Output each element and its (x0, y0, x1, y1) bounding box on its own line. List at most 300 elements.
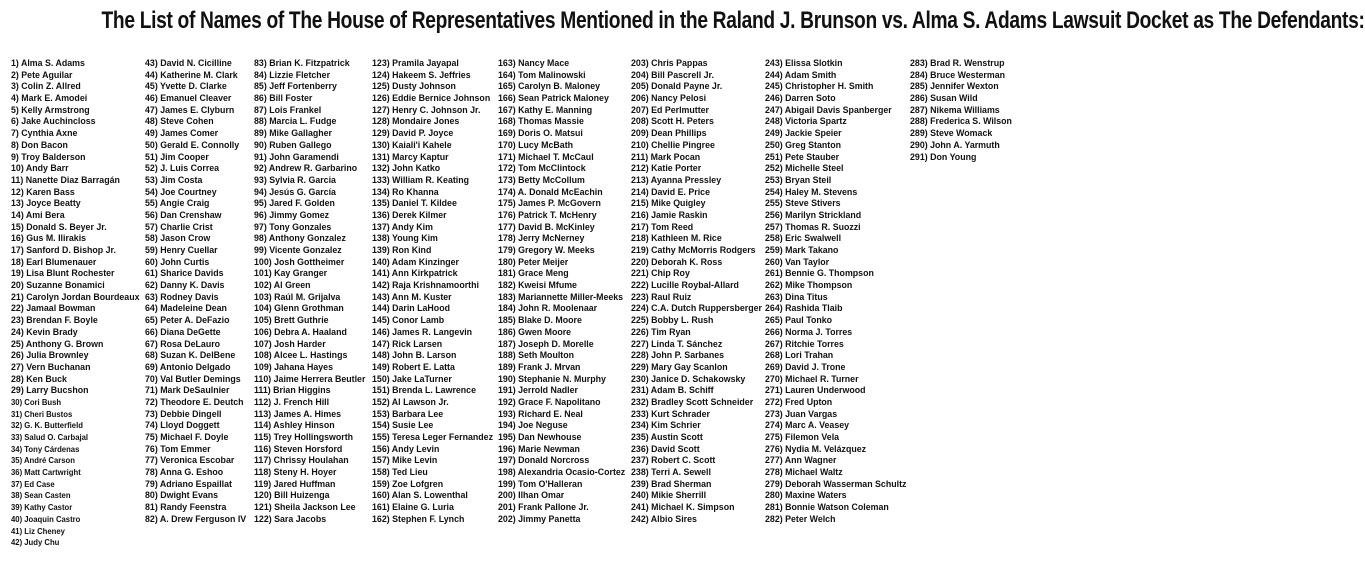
list-item: 53) Jim Costa (145, 174, 203, 186)
list-item: 45) Yvette D. Clarke (145, 81, 227, 93)
list-item: 244) Adam Smith (765, 69, 837, 81)
list-item: 260) Van Taylor (765, 256, 830, 268)
list-item: 120) Bill Huizenga (254, 490, 330, 502)
list-item: 203) Chris Pappas (631, 58, 708, 69)
list-item: 99) Vicente Gonzalez (254, 245, 342, 256)
list-item: 212) Katie Porter (631, 163, 702, 175)
list-item: 7) Cynthia Axne (11, 128, 78, 140)
list-item: 253) Bryan Steil (765, 174, 832, 186)
list-item: 239) Brad Sherman (631, 478, 712, 490)
names-column-1 (11, 58, 151, 549)
list-item: 245) Christopher H. Smith (765, 81, 874, 93)
list-item: 112) J. French Hill (254, 396, 330, 408)
list-item: 42) Judy Chu (11, 537, 60, 548)
list-item: 105) Brett Guthrie (254, 315, 329, 327)
names-columns (11, 58, 1015, 574)
list-item: 94) Jesús G. García (254, 186, 336, 198)
list-item: 44) Katherine M. Clark (145, 69, 238, 81)
list-item: 196) Marie Newman (498, 443, 580, 455)
list-item: 190) Stephanie N. Murphy (498, 373, 606, 385)
list-item: 194) Joe Neguse (498, 420, 568, 432)
list-item: 111) Brian Higgins (254, 385, 331, 397)
list-item: 240) Mikie Sherrill (631, 490, 707, 502)
list-item: 74) Lloyd Doggett (145, 420, 220, 432)
list-item: 204) Bill Pascrell Jr. (631, 69, 714, 81)
list-item: 188) Seth Moulton (498, 350, 575, 362)
list-item: 97) Tony Gonzales (254, 221, 332, 233)
list-item: 113) James A. Himes (254, 408, 342, 420)
list-item: 12) Karen Bass (11, 186, 75, 198)
list-item: 40) Joaquin Castro (11, 513, 81, 524)
list-item: 17) Sanford D. Bishop Jr. (11, 245, 116, 256)
list-item: 43) David N. Cicilline (145, 58, 232, 69)
list-item: 224) C.A. Dutch Ruppersberger (631, 303, 762, 315)
list-item: 67) Rosa DeLauro (145, 338, 221, 350)
names-column-5 (498, 58, 636, 526)
list-item: 154) Susie Lee (372, 420, 434, 432)
list-item: 8) Don Bacon (11, 139, 68, 151)
list-item: 3) Colin Z. Allred (11, 81, 81, 93)
list-item: 271) Lauren Underwood (765, 385, 866, 397)
names-column-7 (765, 58, 919, 526)
list-item: 290) John A. Yarmuth (910, 139, 1000, 151)
list-item: 23) Brendan F. Boyle (11, 315, 98, 327)
list-item: 230) Janice D. Schakowsky (631, 373, 746, 385)
list-item: 157) Mike Levin (372, 455, 438, 467)
list-item: 192) Grace F. Napolitano (498, 396, 601, 408)
list-item: 64) Madeleine Dean (145, 303, 227, 315)
list-item: 172) Tom McClintock (498, 163, 586, 175)
list-item: 258) Eric Swalwell (765, 233, 842, 245)
list-item: 280) Maxine Waters (765, 490, 847, 502)
list-item: 76) Tom Emmer (145, 443, 211, 455)
list-item: 147) Rick Larsen (372, 338, 443, 350)
list-item: 59) Henry Cuellar (145, 245, 218, 256)
names-column-6 (631, 58, 773, 526)
list-item: 264) Rashida Tlaib (765, 303, 843, 315)
list-item: 68) Suzan K. DelBene (145, 350, 236, 362)
list-item: 156) Andy Levin (372, 443, 440, 455)
list-item: 22) Jamaal Bowman (11, 303, 96, 315)
list-item: 107) Josh Harder (254, 338, 326, 350)
list-item: 286) Susan Wild (910, 93, 978, 105)
list-item: 141) Ann Kirkpatrick (372, 268, 458, 280)
list-item: 179) Gregory W. Meeks (498, 245, 595, 256)
list-item: 35) André Carson (11, 455, 75, 466)
list-item: 180) Peter Meijer (498, 256, 569, 268)
list-item: 16) Gus M. Ilirakis (11, 233, 87, 245)
list-item: 142) Raja Krishnamoorthi (372, 280, 479, 292)
list-item: 46) Emanuel Cleaver (145, 93, 232, 105)
list-item: 24) Kevin Brady (11, 326, 78, 338)
list-item: 10) Andy Barr (11, 163, 69, 175)
list-item: 201) Frank Pallone Jr. (498, 502, 589, 514)
list-item: 215) Mike Quigley (631, 198, 706, 210)
list-item: 150) Jake LaTurner (372, 373, 452, 385)
list-item: 66) Diana DeGette (145, 326, 221, 338)
list-item: 65) Peter A. DeFazio (145, 315, 230, 327)
list-item: 168) Thomas Massie (498, 116, 584, 128)
names-column-3 (254, 58, 375, 526)
list-item: 102) Al Green (254, 280, 311, 292)
list-item: 143) Ann M. Kuster (372, 291, 452, 303)
list-item: 195) Dan Newhouse (498, 432, 582, 443)
list-item: 263) Dina Titus (765, 291, 828, 303)
list-item: 85) Jeff Fortenberry (254, 81, 337, 93)
list-item: 214) David E. Price (631, 186, 710, 198)
list-item: 128) Mondaire Jones (372, 116, 460, 128)
list-item: 266) Norma J. Torres (765, 326, 853, 338)
list-item: 56) Dan Crenshaw (145, 209, 222, 221)
list-item: 206) Nancy Pelosi (631, 93, 707, 105)
list-item: 202) Jimmy Panetta (498, 513, 581, 525)
list-item: 166) Sean Patrick Maloney (498, 93, 609, 105)
list-item: 184) John R. Moolenaar (498, 303, 598, 315)
list-item: 129) David P. Joyce (372, 128, 454, 140)
list-item: 232) Bradley Scott Schneider (631, 396, 754, 408)
list-item: 2) Pete Aguilar (11, 69, 73, 81)
list-item: 234) Kim Schrier (631, 420, 701, 432)
page-title: The List of Names of The House of Representatives Mentioned in the Raland J. Brunson vs. Alma S. Adams Lawsuit Docket as The Defendants: (101, 7, 1365, 34)
list-item: 268) Lori Trahan (765, 350, 834, 362)
list-item: 221) Chip Roy (631, 268, 690, 280)
list-item: 11) Nanette Diaz Barragán (11, 174, 120, 186)
list-item: 20) Suzanne Bonamici (11, 280, 105, 292)
list-item: 73) Debbie Dingell (145, 408, 222, 420)
list-item: 86) Bill Foster (254, 93, 313, 105)
list-item: 77) Veronica Escobar (145, 455, 235, 467)
list-item: 217) Tom Reed (631, 221, 694, 233)
list-item: 231) Adam B. Schiff (631, 385, 714, 397)
list-item: 148) John B. Larson (372, 350, 457, 362)
list-item: 47) James E. Clyburn (145, 104, 235, 116)
list-item: 155) Teresa Leger Fernandez (372, 432, 494, 443)
list-item: 80) Dwight Evans (145, 490, 219, 502)
list-item: 176) Patrick T. McHenry (498, 209, 597, 221)
list-item: 72) Theodore E. Deutch (145, 396, 244, 408)
list-item: 177) David B. McKinley (498, 221, 595, 233)
list-item: 52) J. Luis Correa (145, 163, 220, 175)
list-item: 291) Don Young (910, 151, 977, 163)
list-item: 28) Ken Buck (11, 373, 67, 385)
list-item: 31) Cheri Bustos (11, 408, 73, 419)
list-item: 161) Elaine G. Luria (372, 502, 454, 514)
list-item: 279) Deborah Wasserman Schultz (765, 478, 907, 490)
list-item: 146) James R. Langevin (372, 326, 473, 338)
list-item: 182) Kweisi Mfume (498, 280, 577, 292)
list-item: 54) Joe Courtney (145, 186, 217, 198)
list-item: 58) Jason Crow (145, 233, 211, 245)
list-item: 34) Tony Cárdenas (11, 443, 80, 454)
list-item: 109) Jahana Hayes (254, 361, 334, 373)
list-item: 33) Salud O. Carbajal (11, 432, 89, 442)
list-item: 36) Matt Cartwright (11, 467, 81, 478)
list-item: 127) Henry C. Johnson Jr. (372, 104, 481, 116)
list-item: 91) John Garamendi (254, 151, 339, 163)
list-item: 187) Joseph D. Morelle (498, 338, 594, 350)
list-item: 4) Mark E. Amodei (11, 93, 88, 105)
list-item: 90) Ruben Gallego (254, 139, 332, 151)
list-item: 273) Juan Vargas (765, 408, 838, 420)
list-item: 225) Bobby L. Rush (631, 315, 714, 327)
list-item: 89) Mike Gallagher (254, 128, 332, 140)
list-item: 288) Frederica S. Wilson (910, 116, 1012, 128)
list-item: 199) Tom O'Halleran (498, 478, 583, 490)
list-item: 247) Abigail Davis Spanberger (765, 104, 892, 116)
list-item: 101) Kay Granger (254, 268, 328, 280)
list-item: 69) Antonio Delgado (145, 361, 231, 373)
names-column-4 (372, 58, 504, 526)
list-item: 81) Randy Feenstra (145, 502, 227, 514)
list-item: 257) Thomas R. Suozzi (765, 221, 861, 233)
list-item: 256) Marilyn Strickland (765, 209, 862, 221)
list-item: 83) Brian K. Fitzpatrick (254, 58, 350, 69)
list-item: 189) Frank J. Mrvan (498, 361, 581, 373)
list-item: 48) Steve Cohen (145, 116, 214, 128)
list-item: 125) Dusty Johnson (372, 81, 456, 93)
list-item: 164) Tom Malinowski (498, 69, 586, 81)
list-item: 9) Troy Balderson (11, 151, 86, 163)
list-item: 210) Chellie Pingree (631, 139, 715, 151)
list-item: 229) Mary Gay Scanlon (631, 361, 728, 373)
list-item: 37) Ed Case (11, 478, 55, 489)
list-item: 183) Mariannette Miller-Meeks (498, 291, 624, 303)
list-item: 26) Julia Brownley (11, 350, 89, 362)
list-item: 219) Cathy McMorris Rodgers (631, 245, 756, 256)
list-item: 276) Nydia M. Velázquez (765, 443, 867, 455)
list-item: 29) Larry Bucshon (11, 385, 89, 397)
list-item: 27) Vern Buchanan (11, 361, 91, 373)
list-item: 131) Marcy Kaptur (372, 151, 449, 163)
list-item: 87) Lois Frankel (254, 104, 322, 116)
list-item: 198) Alexandria Ocasio-Cortez (498, 467, 626, 479)
list-item: 209) Dean Phillips (631, 128, 707, 140)
list-item: 289) Steve Womack (910, 128, 993, 140)
list-item: 167) Kathy E. Manning (498, 104, 593, 116)
list-item: 95) Jared F. Golden (254, 198, 335, 210)
list-item: 216) Jamie Raskin (631, 209, 708, 221)
list-item: 93) Sylvia R. Garcia (254, 174, 336, 186)
list-item: 137) Andy Kim (372, 221, 433, 233)
list-item: 41) Liz Cheney (11, 525, 65, 536)
list-item: 118) Steny H. Hoyer (254, 467, 337, 479)
list-item: 51) Jim Cooper (145, 151, 209, 163)
list-item: 233) Kurt Schrader (631, 408, 710, 420)
list-item: 251) Pete Stauber (765, 151, 840, 163)
list-item: 60) John Curtis (145, 256, 210, 268)
list-item: 116) Steven Horsford (254, 443, 343, 455)
list-item: 249) Jackie Speier (765, 128, 842, 140)
list-item: 275) Filemon Vela (765, 432, 840, 443)
list-item: 181) Grace Meng (498, 268, 569, 280)
list-item: 96) Jimmy Gomez (254, 209, 330, 221)
list-item: 281) Bonnie Watson Coleman (765, 502, 889, 514)
list-item: 185) Blake D. Moore (498, 315, 582, 327)
list-item: 246) Darren Soto (765, 93, 836, 105)
list-item: 191) Jerrold Nadler (498, 385, 578, 397)
list-item: 79) Adriano Espaillat (145, 478, 232, 490)
list-item: 269) David J. Trone (765, 361, 846, 373)
list-item: 92) Andrew R. Garbarino (254, 163, 358, 175)
list-item: 62) Danny K. Davis (145, 280, 225, 292)
list-item: 173) Betty McCollum (498, 174, 585, 186)
list-item: 153) Barbara Lee (372, 408, 444, 420)
list-item: 15) Donald S. Beyer Jr. (11, 221, 107, 233)
list-item: 117) Chrissy Houlahan (254, 455, 349, 467)
list-item: 208) Scott H. Peters (631, 116, 714, 128)
list-item: 115) Trey Hollingsworth (254, 432, 354, 443)
list-item: 100) Josh Gottheimer (254, 256, 345, 268)
list-item: 159) Zoe Lofgren (372, 478, 444, 490)
list-item: 88) Marcia L. Fudge (254, 116, 337, 128)
list-item: 223) Raul Ruiz (631, 291, 692, 303)
list-item: 110) Jaime Herrera Beutler (254, 373, 366, 385)
list-item: 238) Terri A. Sewell (631, 467, 711, 479)
list-item: 63) Rodney Davis (145, 291, 219, 303)
list-item: 285) Jennifer Wexton (910, 81, 999, 93)
list-item: 278) Michael Waltz (765, 467, 843, 479)
list-item: 25) Anthony G. Brown (11, 338, 104, 350)
list-item: 226) Tim Ryan (631, 326, 691, 338)
list-item: 200) Ilhan Omar (498, 490, 565, 502)
list-item: 152) Al Lawson Jr. (372, 396, 449, 408)
list-item: 138) Young Kim (372, 233, 438, 245)
list-item: 193) Richard E. Neal (498, 408, 583, 420)
list-item: 98) Anthony Gonzalez (254, 233, 346, 245)
list-item: 122) Sara Jacobs (254, 513, 327, 525)
list-item: 133) William R. Keating (372, 174, 470, 186)
list-item: 267) Ritchie Torres (765, 338, 844, 350)
list-item: 237) Robert C. Scott (631, 455, 716, 467)
list-item: 277) Ann Wagner (765, 455, 837, 467)
list-item: 274) Marc A. Veasey (765, 420, 850, 432)
list-item: 236) David Scott (631, 443, 700, 455)
list-item: 14) Ami Bera (11, 209, 65, 221)
list-item: 235) Austin Scott (631, 432, 703, 443)
list-item: 103) Raúl M. Grijalva (254, 291, 341, 303)
list-item: 50) Gerald E. Connolly (145, 139, 240, 151)
list-item: 84) Lizzie Fletcher (254, 69, 331, 81)
list-item: 169) Doris O. Matsui (498, 128, 583, 140)
list-item: 262) Mike Thompson (765, 280, 853, 292)
list-item: 218) Kathleen M. Rice (631, 233, 722, 245)
list-item: 55) Angie Craig (145, 198, 210, 210)
list-item: 104) Glenn Grothman (254, 303, 344, 315)
list-item: 108) Alcee L. Hastings (254, 350, 348, 362)
list-item: 213) Ayanna Pressley (631, 174, 722, 186)
list-item: 287) Nikema Williams (910, 104, 1000, 116)
list-item: 248) Victoria Spartz (765, 116, 847, 128)
list-item: 19) Lisa Blunt Rochester (11, 268, 115, 280)
list-item: 6) Jake Auchincloss (11, 116, 96, 128)
list-item: 272) Fred Upton (765, 396, 833, 408)
list-item: 265) Paul Tonko (765, 315, 833, 327)
list-item: 57) Charlie Crist (145, 221, 213, 233)
list-item: 18) Earl Blumenauer (11, 256, 97, 268)
list-item: 211) Mark Pocan (631, 151, 701, 163)
list-item: 178) Jerry McNerney (498, 233, 585, 245)
list-item: 222) Lucille Roybal-Allard (631, 280, 739, 292)
list-item: 139) Ron Kind (372, 245, 432, 256)
list-item: 71) Mark DeSaulnier (145, 385, 230, 397)
list-item: 136) Derek Kilmer (372, 209, 447, 221)
list-item: 174) A. Donald McEachin (498, 186, 603, 198)
list-item: 171) Michael T. McCaul (498, 151, 594, 163)
list-item: 151) Brenda L. Lawrence (372, 385, 477, 397)
list-item: 250) Greg Stanton (765, 139, 842, 151)
list-item: 254) Haley M. Stevens (765, 186, 858, 198)
list-item: 106) Debra A. Haaland (254, 326, 347, 338)
list-item: 227) Linda T. Sánchez (631, 338, 723, 350)
list-item: 270) Michael R. Turner (765, 373, 859, 385)
list-item: 38) Sean Casten (11, 490, 71, 501)
list-item: 243) Elissa Slotkin (765, 58, 843, 69)
list-item: 123) Pramila Jayapal (372, 58, 459, 69)
list-item: 197) Donald Norcross (498, 455, 590, 467)
list-item: 70) Val Butler Demings (145, 373, 241, 385)
list-item: 121) Sheila Jackson Lee (254, 502, 356, 514)
list-item: 124) Hakeem S. Jeffries (372, 69, 471, 81)
list-item: 207) Ed Perlmutter (631, 104, 709, 116)
list-item: 261) Bennie G. Thompson (765, 268, 874, 280)
list-item: 21) Carolyn Jordan Bourdeaux (11, 291, 140, 303)
list-item: 145) Conor Lamb (372, 315, 445, 327)
list-item: 126) Eddie Bernice Johnson (372, 93, 491, 105)
list-item: 220) Deborah K. Ross (631, 256, 723, 268)
list-item: 78) Anna G. Eshoo (145, 467, 224, 479)
list-item: 228) John P. Sarbanes (631, 350, 725, 362)
list-item: 144) Darin LaHood (372, 303, 450, 315)
list-item: 135) Daniel T. Kildee (372, 198, 457, 210)
list-item: 165) Carolyn B. Maloney (498, 81, 601, 93)
list-item: 1) Alma S. Adams (11, 58, 85, 69)
list-item: 5) Kelly Armstrong (11, 104, 90, 116)
list-item: 75) Michael F. Doyle (145, 432, 229, 443)
list-item: 13) Joyce Beatty (11, 198, 81, 210)
list-item: 259) Mark Takano (765, 245, 839, 256)
list-item: 186) Gwen Moore (498, 326, 572, 338)
list-item: 82) A. Drew Ferguson IV (145, 513, 247, 525)
list-item: 132) John Katko (372, 163, 441, 175)
list-item: 162) Stephen F. Lynch (372, 513, 465, 525)
list-item: 119) Jared Huffman (254, 478, 336, 490)
list-item: 283) Brad R. Wenstrup (910, 58, 1005, 69)
names-column-8 (910, 58, 1021, 163)
list-item: 242) Albio Sires (631, 513, 697, 525)
names-column-2 (145, 58, 255, 526)
list-item: 170) Lucy McBath (498, 139, 574, 151)
list-item: 163) Nancy Mace (498, 58, 570, 69)
list-item: 252) Michelle Steel (765, 163, 844, 175)
list-item: 282) Peter Welch (765, 513, 836, 525)
list-item: 255) Steve Stivers (765, 198, 841, 210)
list-item: 175) James P. McGovern (498, 198, 601, 210)
list-item: 205) Donald Payne Jr. (631, 81, 723, 93)
list-item: 30) Cori Bush (11, 396, 62, 407)
list-item: 140) Adam Kinzinger (372, 256, 459, 268)
list-item: 114) Ashley Hinson (254, 420, 335, 432)
list-item: 241) Michael K. Simpson (631, 502, 735, 514)
list-item: 284) Bruce Westerman (910, 69, 1006, 81)
list-item: 158) Ted Lieu (372, 467, 428, 479)
list-item: 134) Ro Khanna (372, 186, 439, 198)
list-item: 39) Kathy Castor (11, 502, 73, 513)
list-item: 32) G. K. Butterfield (11, 420, 83, 431)
list-item: 160) Alan S. Lowenthal (372, 490, 468, 502)
list-item: 61) Sharice Davids (145, 268, 224, 280)
list-item: 49) James Comer (145, 128, 219, 140)
list-item: 130) Kaiali'i Kahele (372, 139, 452, 151)
